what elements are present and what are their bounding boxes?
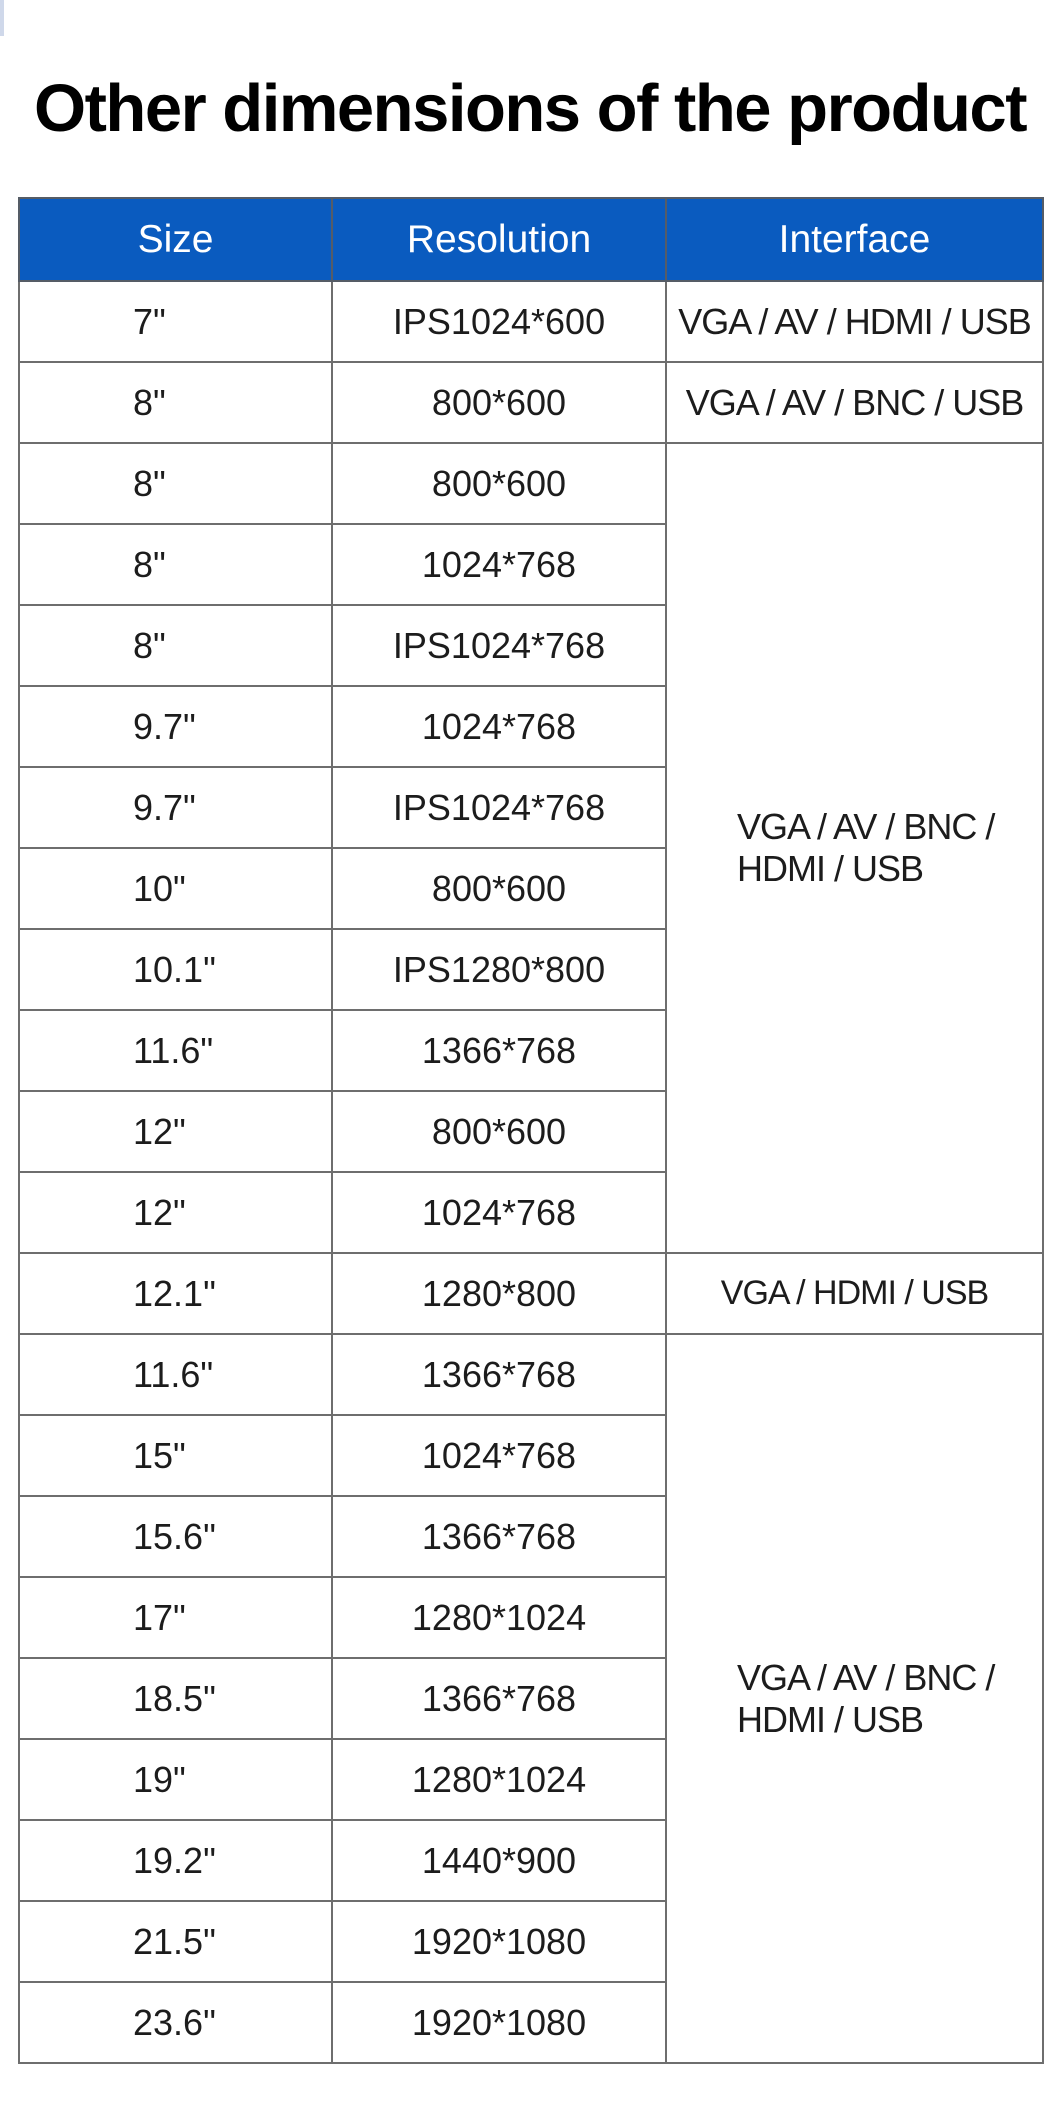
size-cell: 15" <box>19 1415 332 1496</box>
resolution-cell: 800*600 <box>332 848 666 929</box>
resolution-cell: 1366*768 <box>332 1496 666 1577</box>
size-cell: 10.1" <box>19 929 332 1010</box>
size-cell: 21.5" <box>19 1901 332 1982</box>
resolution-cell: 800*600 <box>332 1091 666 1172</box>
size-cell: 7" <box>19 281 332 362</box>
size-cell: 23.6" <box>19 1982 332 2063</box>
resolution-cell: 1024*768 <box>332 686 666 767</box>
size-cell: 18.5" <box>19 1658 332 1739</box>
interface-line: HDMI / USB <box>737 1698 924 1740</box>
resolution-cell: 1280*800 <box>332 1253 666 1334</box>
table-row <box>19 281 1043 362</box>
resolution-cell: 1920*1080 <box>332 1982 666 2063</box>
resolution-cell: 1920*1080 <box>332 1901 666 1982</box>
resolution-cell: 800*600 <box>332 362 666 443</box>
size-cell: 8" <box>19 605 332 686</box>
resolution-cell: 1280*1024 <box>332 1577 666 1658</box>
resolution-cell: IPS1280*800 <box>332 929 666 1010</box>
size-cell: 12" <box>19 1172 332 1253</box>
resolution-cell: 800*600 <box>332 443 666 524</box>
resolution-cell: 1024*768 <box>332 1415 666 1496</box>
size-cell: 15.6" <box>19 1496 332 1577</box>
interface-line: HDMI / USB <box>737 848 924 889</box>
resolution-cell: IPS1024*768 <box>332 605 666 686</box>
resolution-cell: 1366*768 <box>332 1658 666 1739</box>
size-cell: 12" <box>19 1091 332 1172</box>
resolution-cell: IPS1024*600 <box>332 281 666 362</box>
size-cell: 19.2" <box>19 1820 332 1901</box>
size-cell: 8" <box>19 524 332 605</box>
page-title: Other dimensions of the product <box>33 71 1027 146</box>
size-cell: 17" <box>19 1577 332 1658</box>
corner-mark <box>0 0 4 36</box>
table-row <box>19 443 1043 524</box>
table-row <box>19 1334 1043 1415</box>
interface-cell: VGA / AV / BNC / USB <box>666 362 1043 443</box>
interface-line: VGA / AV / BNC / <box>737 1656 995 1698</box>
size-cell: 8" <box>19 443 332 524</box>
size-cell: 8" <box>19 362 332 443</box>
size-cell: 19" <box>19 1739 332 1820</box>
size-cell: 11.6" <box>19 1010 332 1091</box>
table-row <box>19 1253 1043 1334</box>
table-row <box>19 362 1043 443</box>
size-cell: 12.1" <box>19 1253 332 1334</box>
header-resolution: Resolution <box>332 198 666 281</box>
header-size: Size <box>19 198 332 281</box>
resolution-cell: 1024*768 <box>332 1172 666 1253</box>
resolution-cell: 1024*768 <box>332 524 666 605</box>
size-cell: 9.7" <box>19 686 332 767</box>
resolution-cell: 1440*900 <box>332 1820 666 1901</box>
interface-cell: VGA / HDMI / USB <box>666 1253 1043 1334</box>
interface-line: VGA / AV / BNC / <box>737 806 995 847</box>
resolution-cell: 1366*768 <box>332 1010 666 1091</box>
size-cell: 10" <box>19 848 332 929</box>
spec-table <box>18 197 1044 2064</box>
size-cell: 9.7" <box>19 767 332 848</box>
resolution-cell: IPS1024*768 <box>332 767 666 848</box>
table-header-row <box>19 198 1043 281</box>
size-cell: 11.6" <box>19 1334 332 1415</box>
interface-group-cell <box>666 1334 1043 2063</box>
interface-group-cell <box>666 443 1043 1253</box>
header-interface: Interface <box>666 198 1043 281</box>
resolution-cell: 1366*768 <box>332 1334 666 1415</box>
interface-cell: VGA / AV / HDMI / USB <box>666 281 1043 362</box>
resolution-cell: 1280*1024 <box>332 1739 666 1820</box>
